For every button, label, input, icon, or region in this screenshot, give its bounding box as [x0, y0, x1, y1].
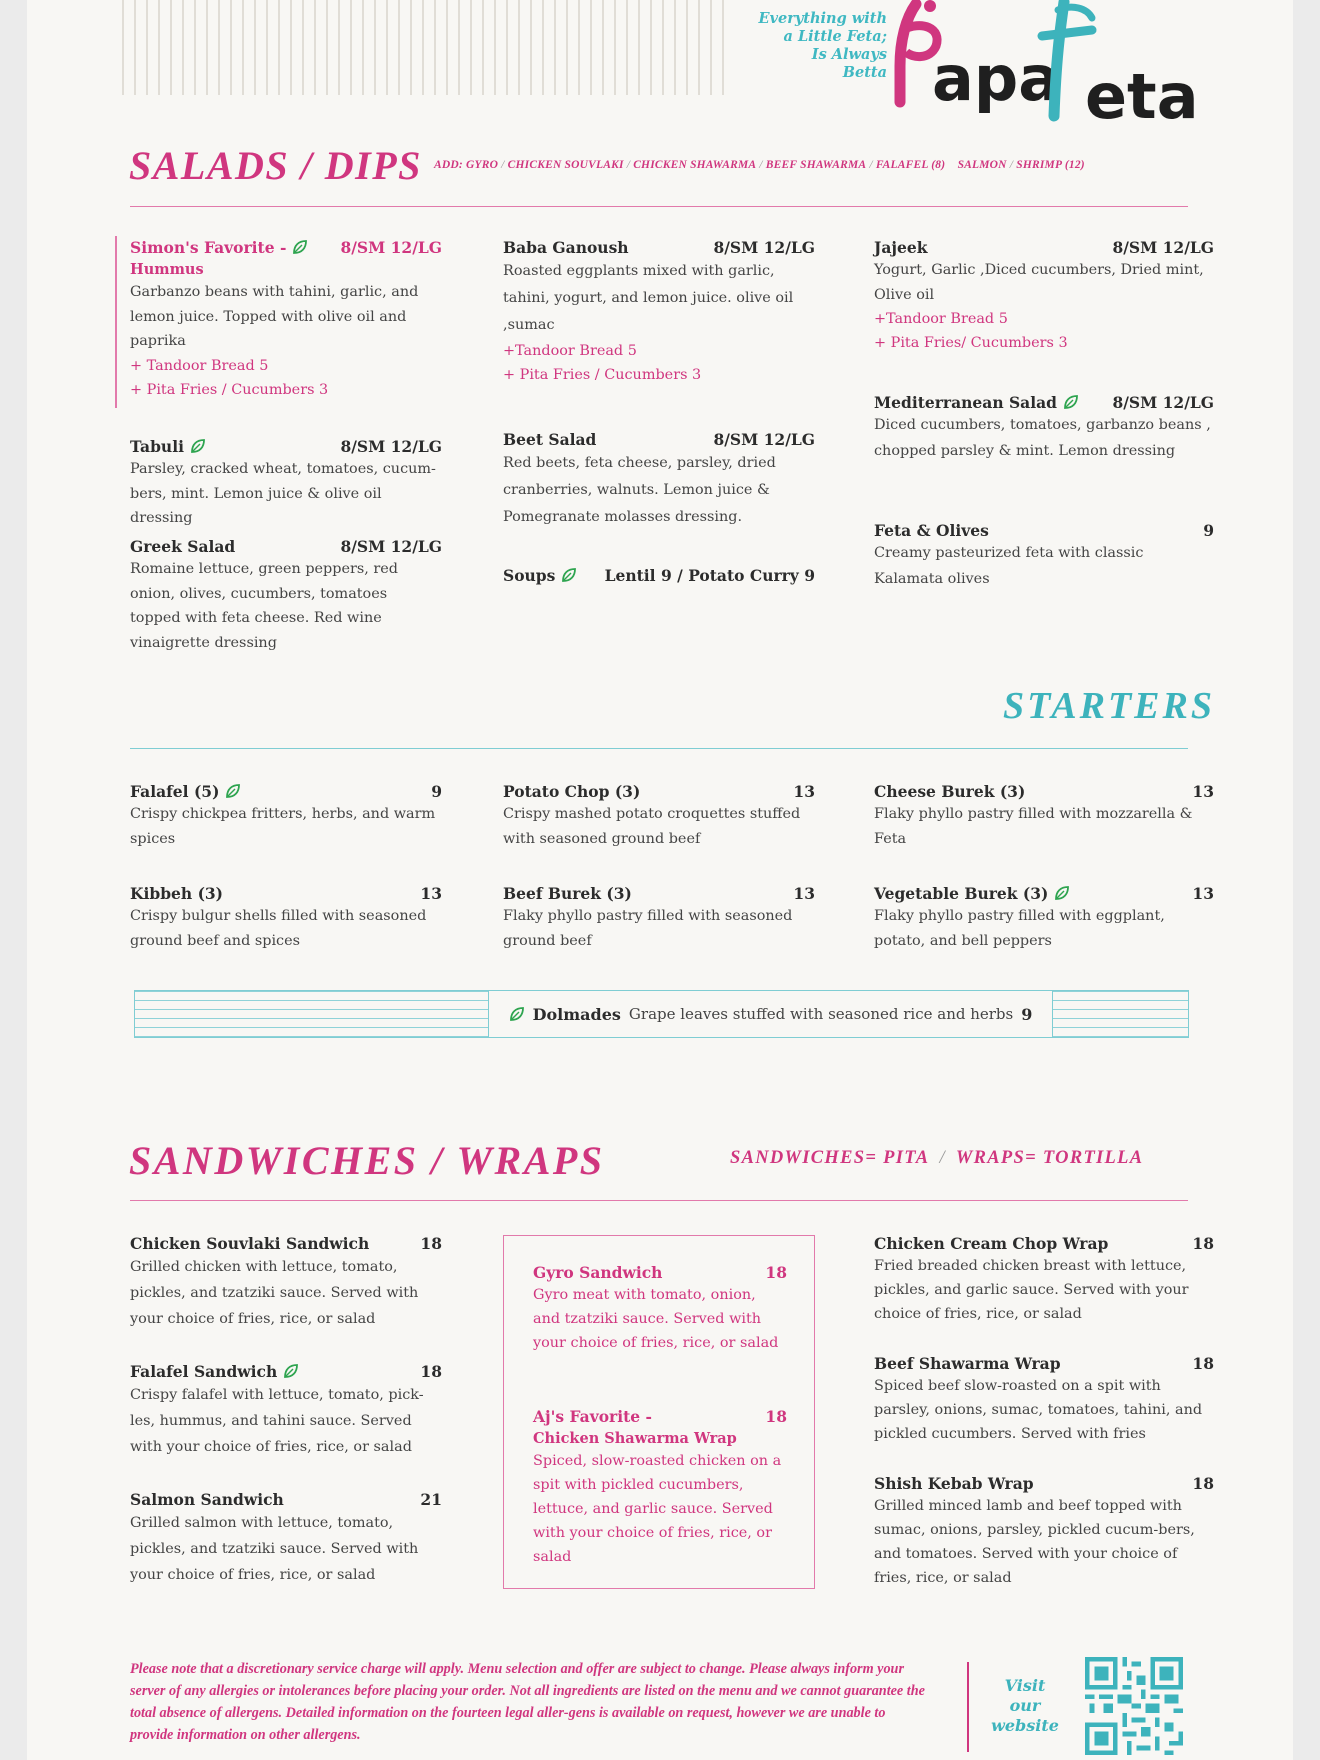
dolmades-banner	[134, 990, 1189, 1038]
menu-item-beet-salad: Beet Salad 8/SM 12/LG Red beets, feta cheese, parsley, dried cranberries, walnuts. Lemon juice & Pomegranate molasses dressing.	[503, 429, 815, 525]
leaf-icon	[561, 567, 577, 583]
decorative-stripes	[122, 0, 734, 95]
dolmades-item: Dolmades Grape leaves stuffed with seasoned rice and herbs 9	[488, 990, 1053, 1038]
menu-item-shish-kebab-wrap: Shish Kebab Wrap 18 Grilled minced lamb and beef topped with sumac, onions, parsley, pickled cucum-bers, and tomatoes. Served with your choice of fries, rice, or salad	[874, 1473, 1214, 1586]
allergen-disclaimer: Please note that a discretionary service charge will apply. Menu selection and offer are subject to change. Please always inform your server of any allergies or intolerances before placing your order. Not all ingredients are listed on the menu and we cannot guarantee the total absence of allergens. Detailed information on the fourteen legal aller-gens is available on request, however we are unable to provide information on other allergens.	[130, 1661, 925, 1743]
favorite-accent-line	[115, 236, 117, 408]
menu-item-beef-burek: Beef Burek (3) 13 Flaky phyllo pastry filled with seasoned ground beef	[503, 883, 815, 949]
sandwiches-rule	[130, 1200, 1188, 1201]
sandwiches-title: SANDWICHES / WRAPS	[129, 1138, 605, 1183]
banner-lines-left	[135, 991, 488, 1037]
svg-text:eta: eta	[1085, 60, 1199, 125]
leaf-icon	[509, 1006, 525, 1022]
banner-lines-right	[1053, 991, 1188, 1037]
menu-item-potato-chop: Potato Chop (3) 13 Crispy mashed potato croquettes stuffed with seasoned ground beef	[503, 781, 815, 847]
menu-page	[27, 0, 1293, 1760]
menu-item-tabuli: Tabuli 8/SM 12/LG Parsley, cracked wheat, tomatoes, cucum-bers, mint. Lemon juice & olive oil dressing	[130, 436, 442, 526]
menu-item-feta-olives: Feta & Olives 9 Creamy pasteurized feta with classic Kalamata olives	[874, 520, 1214, 587]
menu-item-falafel: Falafel (5) 9 Crispy chickpea fritters, herbs, and warm spices	[130, 781, 442, 847]
sandwiches-subheader: SANDWICHES= PITA / WRAPS= TORTILLA	[730, 1148, 1144, 1168]
leaf-icon	[190, 438, 206, 454]
qr-code-icon[interactable]	[1085, 1657, 1183, 1759]
salads-title: SALADS / DIPS	[129, 143, 422, 188]
leaf-icon	[1063, 394, 1079, 410]
menu-item-kibbeh: Kibbeh (3) 13 Crispy bulgur shells filled with seasoned ground beef and spices	[130, 883, 442, 949]
menu-item-beef-shawarma-wrap: Beef Shawarma Wrap 18 Spiced beef slow-roasted on a spit with parsley, onions, sumac, tomatoes, tahini, and pickled cucumbers. Served with fries	[874, 1353, 1214, 1442]
tagline: Everything with a Little Feta; Is Always Betta	[758, 10, 887, 81]
salads-rule	[130, 206, 1188, 207]
menu-item-mediterranean-salad: Mediterranean Salad 8/SM 12/LG Diced cucumbers, tomatoes, garbanzo beans , chopped parsley & mint. Lemon dressing	[874, 392, 1214, 459]
menu-item-chicken-shawarma-wrap: Aj's Favorite - 18 Chicken Shawarma Wrap Spiced, slow-roasted chicken on a spit with pickled cucumbers, lettuce, and garlic sauce. Served with your choice of fries, rice, or salad	[533, 1406, 787, 1565]
menu-item-vegetable-burek: Vegetable Burek (3) 13 Flaky phyllo pastry filled with eggplant, potato, and bell peppers	[874, 883, 1214, 949]
visit-website-link[interactable]: Visit our website	[991, 1676, 1059, 1735]
menu-item-chicken-cream-chop-wrap: Chicken Cream Chop Wrap 18 Fried breaded chicken breast with lettuce, pickles, and garlic sauce. Served with your choice of fries, rice, or salad	[874, 1233, 1214, 1322]
starters-rule	[130, 748, 1188, 749]
menu-item-hummus: Simon's Favorite - 8/SM 12/LG Hummus Garbanzo beans with tahini, garlic, and lemon juice. Topped with olive oil and paprika + Tandoor Bread 5 + Pita Fries / Cucumbers 3	[130, 237, 442, 398]
menu-item-salmon-sandwich: Salmon Sandwich 21 Grilled salmon with lettuce, tomato, pickles, and tzatziki sauce. Served with your choice of fries, rice, or salad	[130, 1489, 442, 1583]
starters-title: STARTERS	[1003, 685, 1215, 727]
menu-item-jajeek: Jajeek 8/SM 12/LG Yogurt, Garlic ,Diced cucumbers, Dried mint, Olive oil +Tandoor Bread 5 + Pita Fries/ Cucumbers 3	[874, 237, 1214, 351]
menu-item-greek-salad: Greek Salad 8/SM 12/LG Romaine lettuce, green peppers, red onion, olives, cucumbers, tomatoes topped with feta cheese. Red wine vinaigrette dressing	[130, 536, 442, 651]
svg-text:apa: apa	[932, 42, 1061, 115]
menu-item-gyro-sandwich: Gyro Sandwich 18 Gyro meat with tomato, onion, and tzatziki sauce. Served with your choice of fries, rice, or salad	[533, 1262, 787, 1351]
menu-item-soups: Soups Lentil 9 / Potato Curry 9	[503, 565, 815, 585]
menu-item-chicken-souvlaki: Chicken Souvlaki Sandwich 18 Grilled chicken with lettuce, tomato, pickles, and tzatziki sauce. Served with your choice of fries, rice, or salad	[130, 1233, 442, 1327]
menu-item-baba-ganoush: Baba Ganoush 8/SM 12/LG Roasted eggplants mixed with garlic, tahini, yogurt, and lemon juice. olive oil ,sumac +Tandoor Bread 5 + Pita Fries / Cucumbers 3	[503, 237, 815, 383]
salads-addons: ADD: GYRO / CHICKEN SOUVLAKI / CHICKEN SHAWARMA / BEEF SHAWARMA / FALAFEL (8) SALMON / SHRIMP (12)	[434, 159, 1085, 171]
leaf-icon	[1054, 885, 1070, 901]
leaf-icon	[292, 239, 308, 255]
footer-divider	[967, 1662, 969, 1752]
leaf-icon	[283, 1363, 299, 1379]
menu-item-falafel-sandwich: Falafel Sandwich 18 Crispy falafel with lettuce, tomato, pick-les, hummus, and tahini sauce. Served with your choice of fries, rice, or salad	[130, 1361, 442, 1455]
menu-item-cheese-burek: Cheese Burek (3) 13 Flaky phyllo pastry filled with mozzarella & Feta	[874, 781, 1214, 847]
leaf-icon	[225, 783, 241, 799]
